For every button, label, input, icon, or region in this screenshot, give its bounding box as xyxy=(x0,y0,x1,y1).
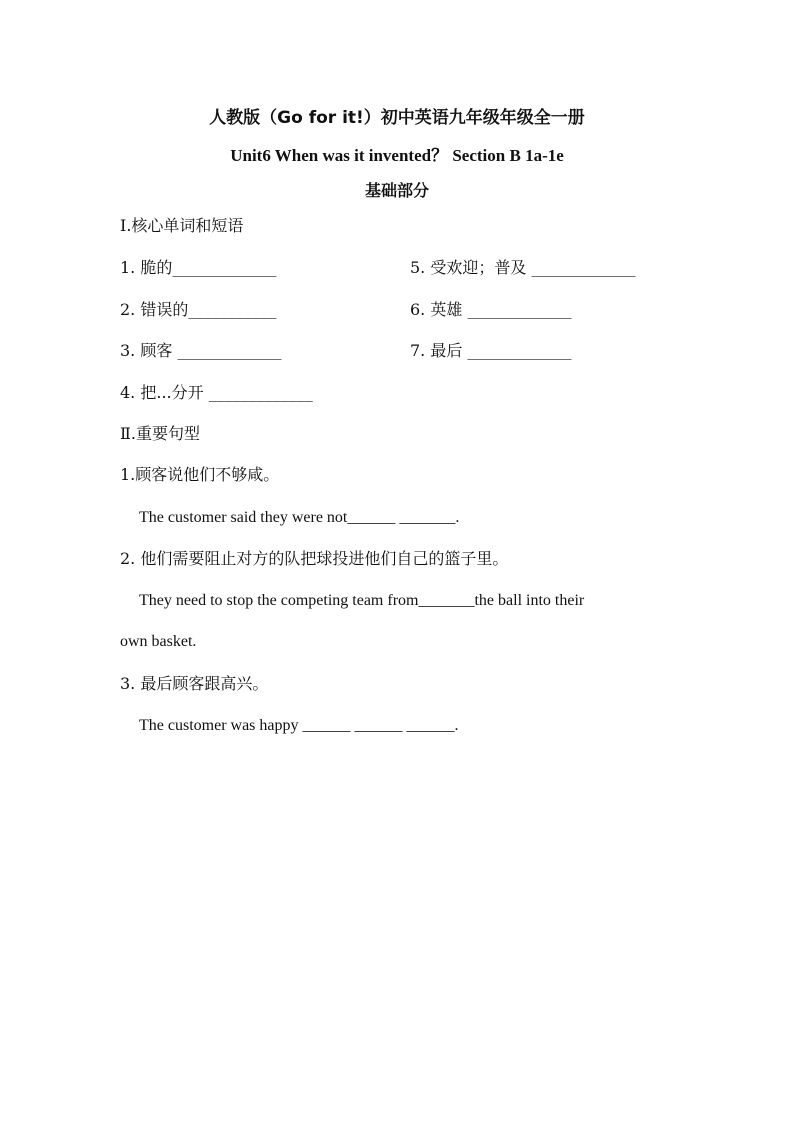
page-title: 人教版（Go for it!）初中英语九年级年级全一册 xyxy=(209,108,585,128)
section2-heading: Ⅱ.重要句型 xyxy=(120,424,200,443)
vocab-item-3: 3. 顾客 _____________ xyxy=(120,341,282,360)
sentence-2-english-line1: They need to stop the competing team from_______the ball into their xyxy=(139,592,585,609)
unit-subtitle: Unit6 When was it invented？ Section B 1a-1e xyxy=(230,146,564,165)
vocab-item-1: 1. 脆的_____________ xyxy=(120,258,277,277)
vocab-item-6: 6. 英雄 _____________ xyxy=(410,300,572,319)
sentence-1-chinese: 1.顾客说他们不够咸。 xyxy=(120,465,280,484)
vocab-item-5: 5. 受欢迎；普及 _____________ xyxy=(410,258,636,277)
sentence-3-chinese: 3. 最后顾客跟高兴。 xyxy=(120,674,269,693)
section1-heading: Ⅰ.核心单词和短语 xyxy=(120,216,244,235)
part-heading: 基础部分 xyxy=(364,181,429,200)
vocab-item-2: 2. 错误的___________ xyxy=(120,300,277,319)
vocab-item-7: 7. 最后 _____________ xyxy=(410,341,572,360)
sentence-1-english: The customer said they were not______ _______. xyxy=(139,509,460,526)
vocab-item-4: 4. 把...分开 _____________ xyxy=(120,383,313,402)
sentence-2-chinese: 2. 他们需要阻止对方的队把球投进他们自己的篮子里。 xyxy=(120,549,509,568)
sentence-3-english: The customer was happy ______ ______ ______. xyxy=(139,717,459,734)
sentence-2-english-line2: own basket. xyxy=(120,633,197,650)
